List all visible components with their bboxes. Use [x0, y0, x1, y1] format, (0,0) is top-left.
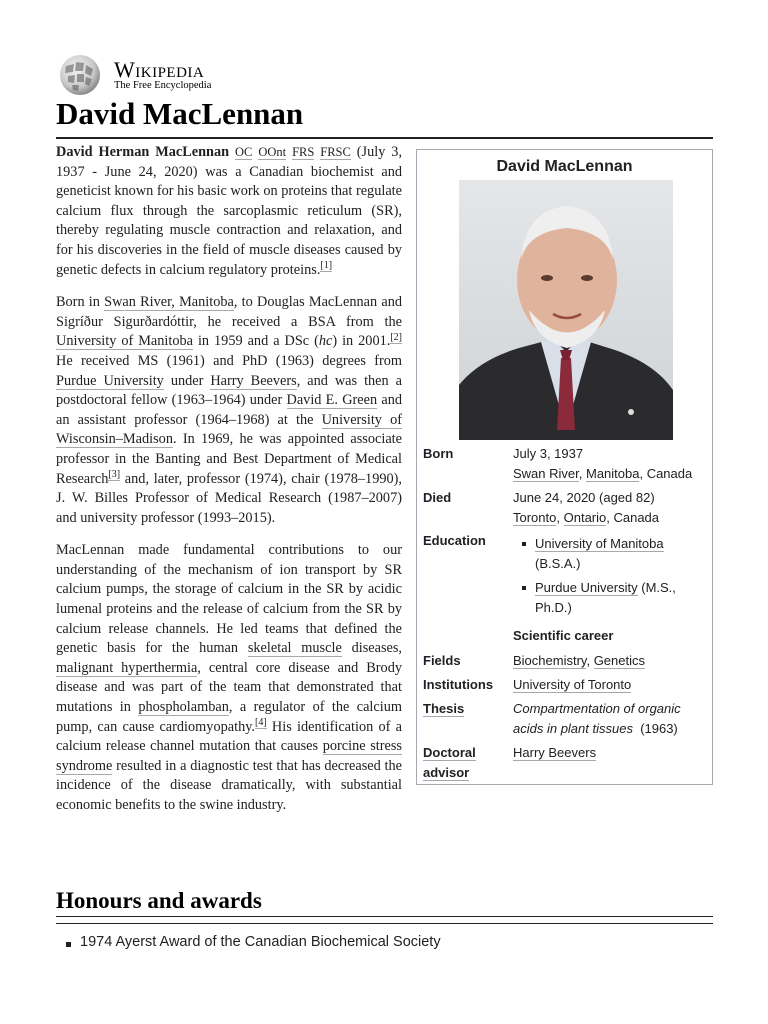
infobox-title: David MacLennan [496, 158, 633, 175]
died-label: Died [423, 490, 452, 505]
link-harry-beevers[interactable]: Harry Beevers [210, 372, 297, 389]
postnominal-frsc[interactable]: FRSC [320, 145, 351, 159]
link-david-e-green[interactable]: David E. Green [286, 392, 378, 409]
wikipedia-tagline: The Free Encyclopedia [114, 80, 212, 91]
died-date: June 24, 2020 (aged 82) [513, 490, 655, 505]
wikipedia-globe-icon [56, 54, 104, 96]
title-divider [56, 137, 713, 139]
link-phospholamban[interactable]: phospholamban [138, 699, 229, 716]
research-paragraph: MacLennan made fundamental contributions to our understanding of the mechanism of ion transport by SR calcium pumps, the storage of calcium in the SR by acidic lumenal proteins and the release of calcium from the SR by calcium release channels. He led teams that defined the genetic basis for the human skeletal muscle diseases, malignant hyperthermia, central core disease and Brody disease and was part of the team that demonstrated that mutations in phospholamban, a regulator of the calcium pump, can cause cardiomyopathy.[4] His identification of a calcium release channel mutation that causes porcine stress syndrome resulted in a diagnostic test that has decreased the incidence of the disease dramatically, with substantial economic benefits to the swine industry. [56, 542, 403, 813]
fields-value: Biochemistry, Genetics [513, 653, 645, 668]
wikipedia-logo[interactable] [56, 54, 296, 96]
link-porcine-stress-syndrome[interactable]: porcine stress syndrome [56, 738, 402, 774]
advisor-value [513, 743, 708, 763]
article-body [56, 143, 713, 829]
born-label: Born [423, 446, 454, 461]
portrait-photo [459, 180, 673, 440]
page-title: David MacLennan [56, 96, 304, 131]
postnominal-oc[interactable]: OC [235, 145, 253, 159]
doctoral-advisor-link[interactable]: Doctoral advisor [423, 745, 476, 780]
education-item: Purdue University (M.S., Ph.D.) [535, 578, 708, 617]
field-link-genetics[interactable]: Genetics [593, 653, 645, 668]
wikipedia-wordmark: Wikipedia [114, 57, 205, 82]
fields-label: Fields [423, 653, 461, 668]
link-skeletal-muscle[interactable]: skeletal muscle [247, 640, 342, 657]
citation-1[interactable]: [1] [320, 259, 333, 271]
citation-4[interactable]: [4] [255, 716, 267, 728]
link-swan-river-manitoba[interactable]: Swan River, Manitoba [104, 294, 234, 311]
thesis-label [423, 699, 511, 719]
education-item: University of Manitoba (B.S.A.) [535, 534, 708, 573]
link-university-of-wisconsin-madison[interactable]: University of Wisconsin–Madison [56, 411, 402, 448]
scientific-career-header: Scientific career [513, 628, 614, 643]
died-country: , Canada [606, 509, 660, 525]
born-country: , Canada [639, 465, 693, 481]
institution-link[interactable]: University of Toronto [513, 677, 632, 692]
born-date: July 3, 1937 [513, 446, 584, 461]
institutions-label: Institutions [423, 677, 494, 692]
lead-text: (July 3, 1937 - June 24, 2020) was a Canadian biochemist and geneticist known for his basic work on proteins that regulate calcium flux through the sarcoplasmic reticulum (SR), thereby regulating muscle contraction and relaxation, and for his discoveries in the field of muscle diseases caused by genetic defects in calcium regulatory proteins. [56, 144, 403, 278]
education-value [513, 534, 708, 620]
section-divider-bottom [56, 923, 713, 924]
link-university-of-manitoba[interactable]: University of Manitoba [56, 333, 193, 350]
field-link-biochemistry[interactable]: Biochemistry [513, 653, 587, 668]
link-malignant-hyperthermia[interactable]: malignant hyperthermia [56, 659, 198, 676]
died-place-link[interactable]: Toronto [513, 509, 557, 525]
died-province-link[interactable]: Ontario [563, 509, 607, 525]
citation-3[interactable]: [3] [108, 468, 121, 480]
postnominal-frs[interactable]: FRS [292, 145, 315, 159]
advisor-label [423, 743, 511, 782]
infobox [416, 149, 713, 785]
advisor-link[interactable]: Harry Beevers [513, 745, 597, 760]
postnominal-oont[interactable]: OOnt [258, 145, 287, 159]
thesis-link[interactable]: Thesis [423, 701, 465, 716]
link-purdue-university[interactable]: Purdue University [56, 372, 164, 389]
section-divider-top [56, 916, 713, 917]
list-item: 1974 Ayerst Award of the Canadian Biochemical Society [80, 934, 713, 950]
education-link-purdue[interactable]: Purdue University [535, 580, 638, 595]
died-value: June 24, 2020 (aged 82) Toronto, Ontario, Canada [513, 488, 708, 527]
thesis-title: Compartmentation of organic acids in plant tissues [513, 701, 681, 736]
subject-name: David Herman MacLennan [56, 144, 230, 160]
born-province-link[interactable]: Manitoba [585, 465, 640, 481]
born-value: July 3, 1937 Swan River, Manitoba, Canada [513, 444, 708, 483]
born-place-link[interactable]: Swan River [513, 465, 579, 481]
education-label: Education [423, 533, 486, 548]
citation-2[interactable]: [2] [390, 331, 402, 343]
education-link-manitoba[interactable]: University of Manitoba [535, 536, 664, 551]
thesis-year: (1963) [640, 720, 678, 736]
section-heading-honours: Honours and awards [56, 888, 262, 913]
thesis-value [513, 699, 708, 738]
early-life-paragraph: Born in Swan River, Manitoba, to Douglas MacLennan and Sigríður Sigurðardóttir, he received a BSA from the University of Manitoba in 1959 and a DSc (hc) in 2001.[2] He received MS (1961) and PhD (1963) degrees from Purdue University under Harry Beevers, and was then a postdoctoral fellow (1963–1964) under David E. Green and an assistant professor (1964–1968) at the University of Wisconsin–Madison. In 1969, he was appointed associate professor in the Banting and Best Department of Medical Research[3] and, later, professor (1974), chair (1978–1990), J. W. Billes Professor of Medical Research (1987–2007) and university professor (1993–2015). [56, 294, 403, 526]
institutions-value [513, 675, 708, 695]
awards-list [56, 934, 713, 950]
